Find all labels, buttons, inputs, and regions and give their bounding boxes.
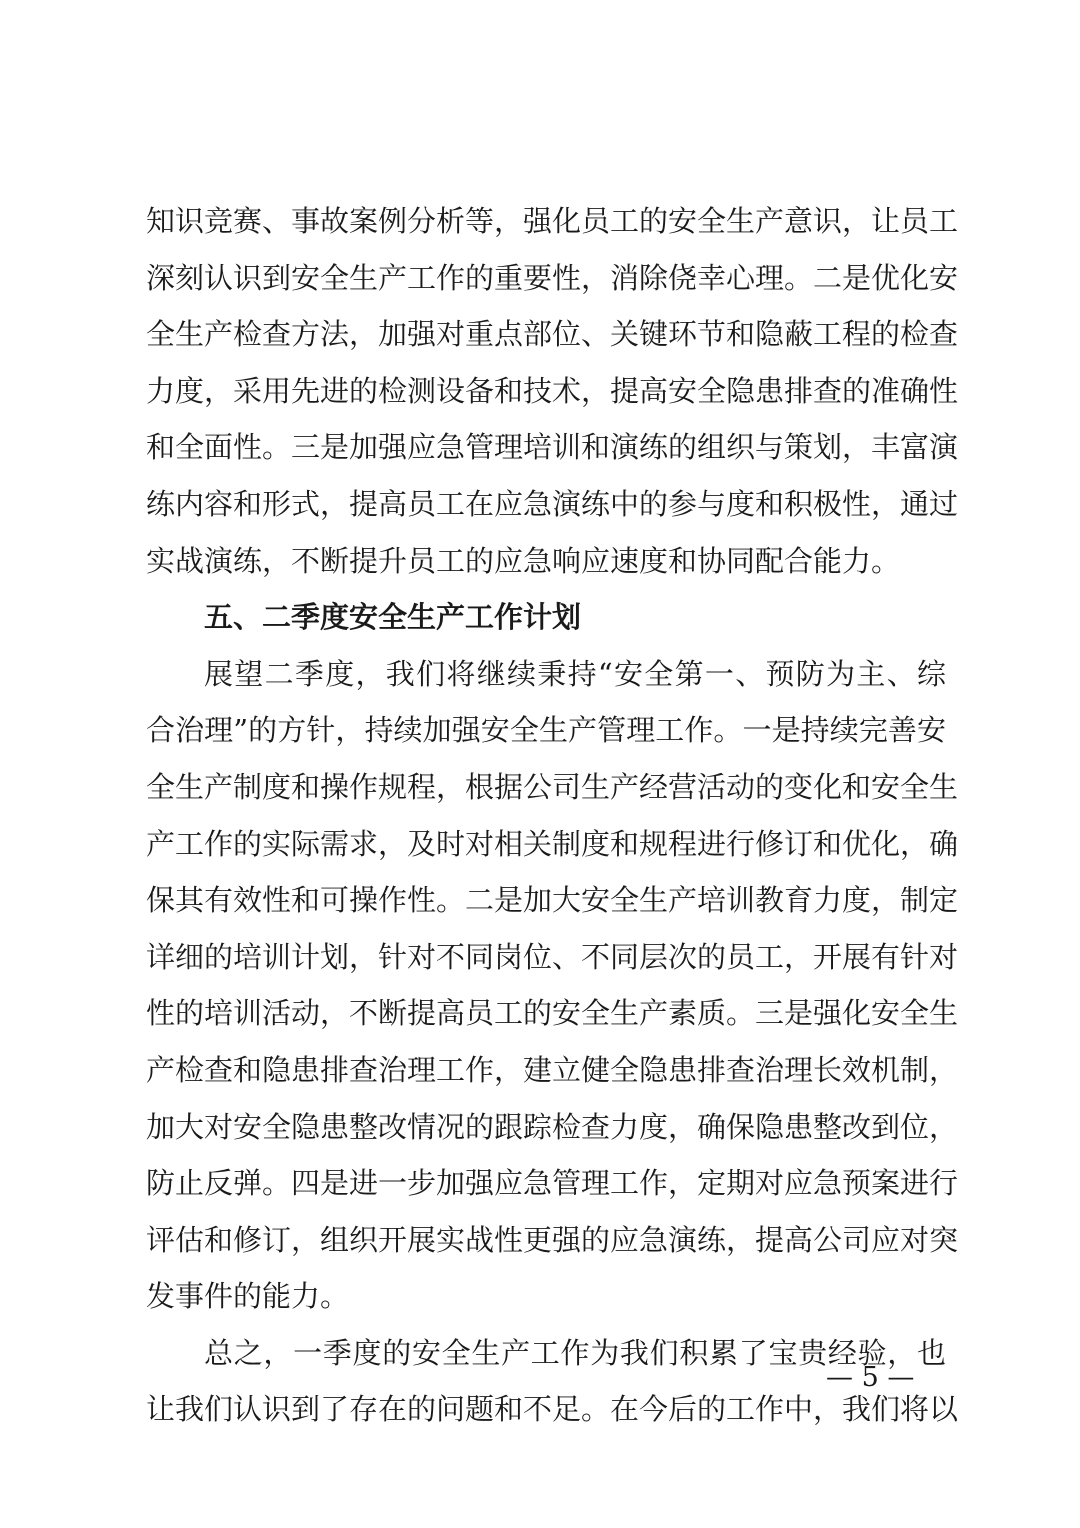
text-line: 总之，一季度的安全生产工作为我们积累了宝贵经验，也 [204,1335,946,1370]
text-line: 详细的培训计划，针对不同岗位、不同层次的员工，开展有针对 [146,939,959,974]
text-line: 性的培训活动，不断提高员工的安全生产素质。三是强化安全生 [146,996,959,1031]
text-line: 知识竞赛、事故案例分析等，强化员工的安全生产意识，让员工 [146,204,959,238]
text-line: 和全面性。三是加强应急管理培训和演练的组织与策划，丰富演 [146,430,959,465]
text-line: 让我们认识到了存在的问题和不足。在今后的工作中，我们将以 [146,1392,959,1427]
text-line: 产工作的实际需求，及时对相关制度和规程进行修订和优化，确 [146,826,959,861]
text-line: 全生产制度和操作规程，根据公司生产经营活动的变化和安全生 [146,769,959,804]
text-line: 力度，采用先进的检测设备和技术，提高安全隐患排查的准确性 [146,373,959,408]
document-body [146,193,959,1438]
text-line: 展望二季度，我们将继续秉持“安全第一、预防为主、综 [204,656,946,691]
text-line: 加大对安全隐患整改情况的跟踪检查力度，确保隐患整改到位， [146,1109,959,1144]
text-line: 练内容和形式，提高员工在应急演练中的参与度和积极性，通过 [146,486,959,521]
text-line: 防止反弹。四是进一步加强应急管理工作，定期对应急预案进行 [146,1166,959,1201]
text-line: 合治理”的方针，持续加强安全生产管理工作。一是持续完善安 [146,713,946,748]
text-line: 发事件的能力。 [146,1279,350,1314]
section-heading: 五、二季度安全生产工作计划 [204,600,582,635]
text-line: 产检查和隐患排查治理工作，建立健全隐患排查治理长效机制， [146,1052,959,1087]
text-line: 深刻认识到安全生产工作的重要性，消除侥幸心理。二是优化安 [146,260,959,295]
page-number: — 5 — [826,1362,915,1393]
text-line: 全生产检查方法，加强对重点部位、关键环节和隐蔽工程的检查 [146,317,959,352]
paragraph-continued-training [146,193,959,589]
paragraph-q2-plan [146,646,959,1325]
text-line: 评估和修订，组织开展实战性更强的应急演练，提高公司应对突 [146,1222,959,1257]
text-line: 实战演练，不断提升员工的应急响应速度和协同配合能力。 [146,543,901,578]
text-line: 保其有效性和可操作性。二是加大安全生产培训教育力度，制定 [146,883,959,918]
